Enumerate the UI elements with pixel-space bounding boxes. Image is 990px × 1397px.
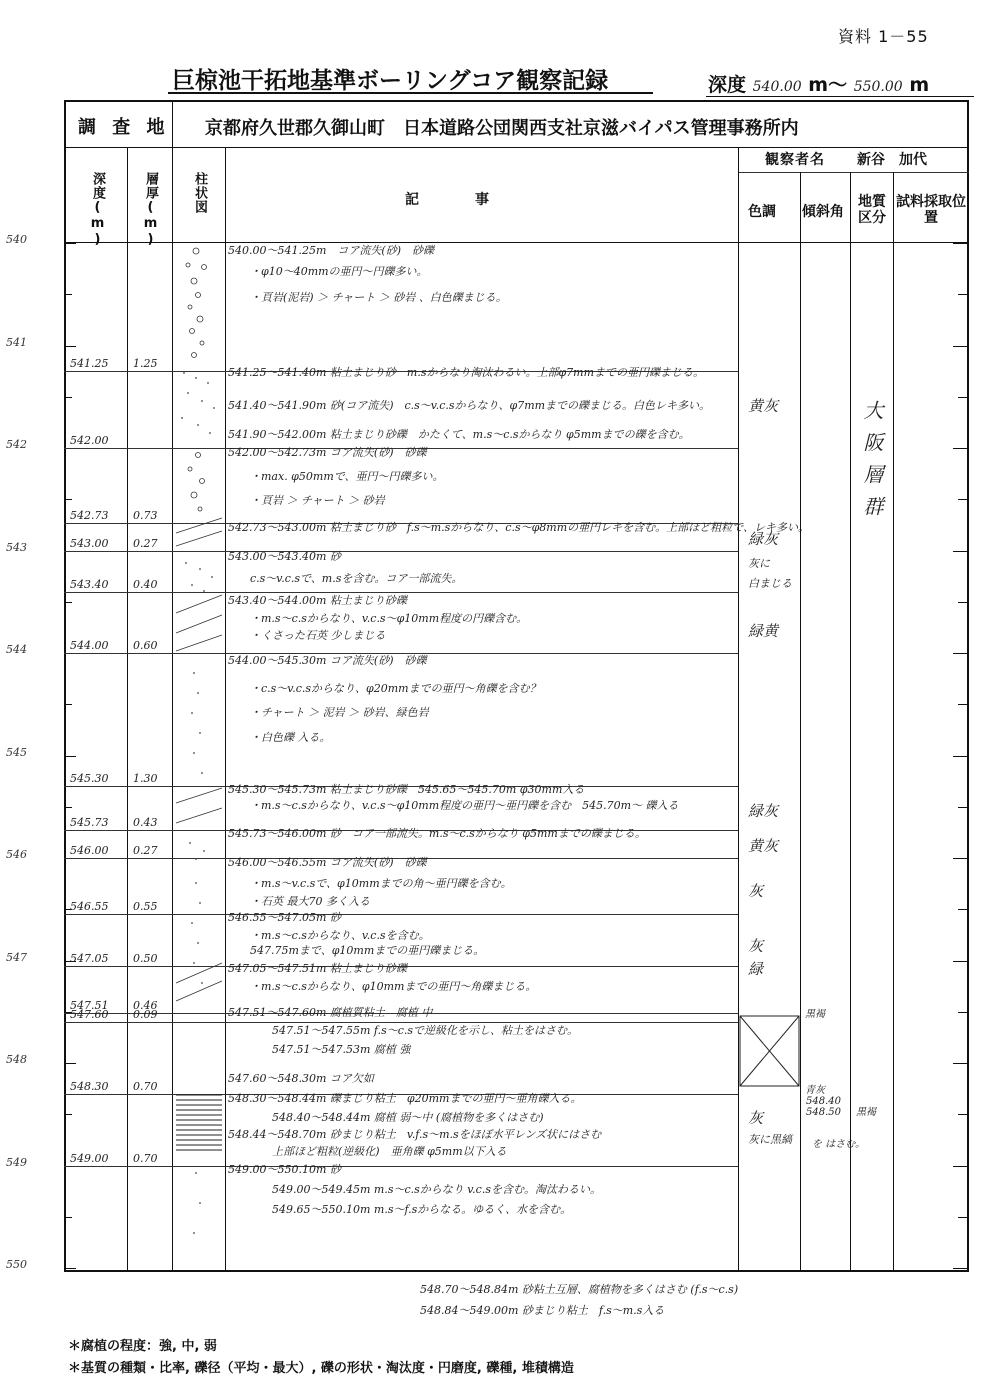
depth-from-unit: m～ — [808, 74, 848, 96]
record-line: 548.30～548.44m 礫まじり粘土 φ20mmまでの亜円～亜角礫入る。 — [228, 1092, 582, 1105]
record-line: 547.51～547.53m 腐植 強 — [272, 1043, 411, 1056]
scale-tick-half-right — [958, 397, 967, 398]
color-entry: 黄灰 — [748, 397, 779, 415]
header-depth: 深度(m) — [90, 172, 105, 248]
scale-tick-half-right — [958, 294, 967, 295]
row-divider-survey — [64, 147, 969, 148]
depth-range — [708, 70, 929, 97]
legend-humus: ＊腐植の程度：強, 中, 弱 — [68, 1339, 217, 1354]
layer-thickness: 0.70 — [133, 1079, 158, 1093]
record-line: ・頁岩 ＞ チャート ＞ 砂岩 — [250, 494, 385, 507]
geology-unit: 大阪層群 — [860, 400, 884, 528]
header-thickness: 層厚(m) — [143, 172, 158, 248]
record-line: ・くさった石英 少しまじる — [250, 629, 386, 642]
record-line: 549.00～549.45m m.s～c.sからなり v.c.sを含む。淘汰わるい。 — [272, 1183, 601, 1196]
scale-tick-half — [64, 602, 72, 603]
core-missing-box — [739, 1015, 800, 1087]
record-line: c.s～v.c.sで、m.sを含む。コア一部流失。 — [250, 572, 463, 585]
record-line: 542.00～542.73m コア流失(砂) 砂礫 — [228, 446, 427, 459]
document-number: 資料 1－55 — [838, 27, 929, 46]
scale-tick-right — [953, 756, 967, 757]
layer-thickness: 0.40 — [133, 577, 158, 591]
record-line: 545.73～546.00m 砂 コア一部流失。m.s～c.sからなり φ5mmまでの礫まじる。 — [228, 827, 646, 840]
depth-from: 540.00 — [752, 79, 802, 95]
gravel-pattern — [186, 248, 207, 511]
clay-hatch — [176, 518, 222, 1001]
layer-thickness: 0.55 — [133, 900, 158, 914]
layer-boundary-line — [64, 1166, 738, 1167]
layer-thickness: 0.09 — [133, 1008, 158, 1021]
record-line: ・頁岩(泥岩) ＞ チャート ＞ 砂岩 、白色礫まじる。 — [250, 291, 507, 304]
record-line: ・チャート ＞ 泥岩 ＞ 砂岩、緑色岩 — [250, 706, 429, 719]
layer-boundary-line — [64, 1022, 738, 1023]
color-note: 黒褐 — [805, 1009, 825, 1020]
layer-thickness: 0.73 — [133, 508, 158, 522]
record-line: ・m.s～c.sからなり、v.c.s～φ10mm程度の円礫含む。 — [250, 612, 528, 625]
record-line: ・石英 最大70 多く入る — [250, 895, 370, 908]
layer-thickness: 0.43 — [133, 816, 158, 830]
col-divider-depth — [127, 147, 128, 1272]
record-line: 543.00～543.40m 砂 — [228, 550, 341, 563]
layer-boundary-line — [64, 592, 738, 593]
header-sample: 試料採取位置 — [896, 194, 966, 226]
layer-thickness: 1.30 — [133, 772, 158, 786]
scale-tick-half — [64, 1217, 72, 1218]
record-line: 541.25～541.40m 粘土まじり砂 m.sからなり淘汰わるい。上部φ7mmまでの亜円礫まじる。 — [228, 366, 705, 379]
record-line: 543.40～544.00m 粘土まじり砂礫 — [228, 594, 407, 607]
scale-tick-half-right — [958, 1012, 967, 1013]
color-entry: 灰に — [748, 557, 770, 570]
color-note: 548.40 — [806, 1096, 841, 1107]
observer-label: 観察者名 — [765, 152, 825, 168]
scale-tick-half — [64, 1114, 72, 1115]
scale-label: 549 — [6, 1155, 27, 1169]
scale-tick-half — [64, 397, 72, 398]
layer-depth: 547.51 — [70, 998, 109, 1012]
layer-boundary-line — [64, 914, 738, 915]
record-line: 上部ほど粗粒(逆級化) 亜角礫 φ5mm以下入る — [272, 1145, 507, 1158]
survey-location: 京都府久世郡久御山町 日本道路公団関西支社京滋バイパス管理事務所内 — [205, 118, 799, 139]
layer-depth: 547.05 — [70, 951, 109, 965]
scale-label: 540 — [6, 233, 27, 246]
scale-tick-right — [953, 243, 967, 244]
depth-underline — [706, 96, 974, 97]
scale-tick-right — [953, 551, 967, 552]
layer-boundary-line — [64, 551, 738, 552]
depth-to-unit: m — [909, 74, 930, 96]
scale-tick-left — [64, 1268, 76, 1269]
scale-label: 550 — [6, 1258, 27, 1271]
record-line: ・max. φ50mmで、亜円～円礫多い。 — [250, 470, 444, 483]
record-line: ・c.s～v.c.sからなり、φ20mmまでの亜円～角礫を含む？ — [250, 682, 541, 695]
color-note: 黒褐 — [856, 1107, 876, 1118]
color-note: 青灰 — [805, 1085, 825, 1096]
col-divider-dip — [850, 172, 851, 1272]
scale-tick-left — [64, 756, 76, 757]
scale-tick-right — [953, 961, 967, 962]
layer-depth: 543.00 — [70, 536, 109, 550]
record-line: ・φ10～40mmの亜円～円礫多い。 — [250, 265, 428, 278]
scale-label: 546 — [6, 848, 27, 861]
record-line: 546.55～547.05m 砂 — [228, 911, 341, 924]
header-column: 柱状図 — [192, 172, 207, 214]
scale-tick-left — [64, 1063, 76, 1064]
scale-tick-left — [64, 243, 76, 244]
header-geology: 地質区分 — [858, 194, 886, 226]
color-entry: 白まじる — [748, 577, 792, 590]
record-line: 542.73～543.00m 粘土まじり砂 f.s～m.sからなり、c.s～φ8mmの亜円レキを含む。上部ほど粗粒で、レキ多い。 — [228, 521, 809, 534]
scale-tick-half-right — [958, 1217, 967, 1218]
col-divider-column — [225, 147, 226, 1272]
record-line: 547.51～547.60m 腐植質粘土 腐植 中 — [228, 1006, 433, 1019]
record-line: ・m.s～c.sからなり、φ10mmまでの亜円～角礫まじる。 — [250, 980, 537, 993]
record-line: 548.40～548.44m 腐植 弱～中 (腐植物を多くはさむ) — [272, 1111, 544, 1124]
bottom-note-1: 548.70～548.84m 砂粘土互層、腐植物を多くはさむ (f.s～c.s) — [420, 1283, 739, 1296]
layer-thickness: 1.25 — [133, 357, 158, 371]
observer-name: 新谷 加代 — [857, 152, 927, 168]
layer-depth: 542.73 — [70, 508, 109, 522]
record-line: 547.51～547.55m f.s～c.sで逆級化を示し、粘土をはさむ。 — [272, 1024, 579, 1037]
layer-thickness: 0.60 — [133, 639, 158, 652]
record-line: 549.65～550.10m m.s～f.sからなる。ゆるく、水を含む。 — [272, 1203, 572, 1216]
layer-thickness: 0.27 — [133, 536, 158, 550]
scale-label: 541 — [6, 335, 27, 349]
scale-tick-right — [953, 858, 967, 859]
layer-depth: 545.73 — [70, 816, 109, 830]
layer-thickness: 0.50 — [133, 951, 158, 965]
scale-tick-right — [953, 448, 967, 449]
layer-depth: 543.40 — [70, 577, 109, 591]
record-line: 546.00～546.55m コア流失(砂) 砂礫 — [228, 856, 427, 869]
record-line: ・m.s～c.sからなり、v.c.s～φ10mm程度の亜円～亜円礫を含む 545.70m～ 礫入る — [250, 799, 679, 812]
record-line: ・白色礫 入る。 — [250, 731, 331, 744]
record-line: ・m.s～v.c.sで、φ10mmまでの角～亜円礫を含む。 — [250, 877, 512, 890]
layer-thickness: 0.46 — [133, 998, 158, 1012]
scale-tick-half-right — [958, 807, 967, 808]
clay-layers — [176, 1095, 222, 1150]
record-line: 545.30～545.73m 粘土まじり砂礫 545.65～545.70m φ30mm入る — [228, 783, 585, 796]
scale-label: 544 — [6, 643, 27, 656]
layer-depth: 547.60 — [70, 1008, 109, 1021]
survey-label: 調 査 地 — [78, 117, 170, 138]
col-divider-1 — [172, 100, 173, 1272]
scale-tick-right — [953, 346, 967, 347]
record-line: 541.40～541.90m 砂(コア流失) c.s～v.c.sからなり、φ7mmまでの礫まじる。白色レキ多い。 — [228, 399, 711, 412]
layer-depth: 546.00 — [70, 844, 109, 857]
row-divider-observer — [738, 172, 969, 173]
scale-tick-left — [64, 346, 76, 347]
record-line: 549.00～550.10m 砂 — [228, 1163, 341, 1176]
layer-thickness: 0.27 — [133, 844, 158, 857]
scale-tick-half — [64, 807, 72, 808]
scale-tick-half-right — [958, 499, 967, 500]
header-dip: 傾斜角 — [802, 204, 844, 220]
color-entry: 灰に黒縞 — [748, 1133, 792, 1146]
scale-tick-half — [64, 704, 72, 705]
header-record: 記 事 — [405, 192, 489, 208]
color-entry: 緑黄 — [748, 622, 779, 640]
layer-depth: 544.00 — [70, 639, 109, 652]
scale-tick-right — [953, 1166, 967, 1167]
lithology-column — [174, 243, 224, 1271]
scale-tick-right — [953, 1063, 967, 1064]
color-entry: 緑灰 — [748, 530, 779, 548]
color-entry: 緑 — [748, 960, 764, 978]
layer-thickness: 0.70 — [133, 1151, 158, 1165]
depth-to: 550.00 — [853, 79, 903, 95]
color-entry: 灰 — [748, 937, 764, 955]
record-line: ・m.s～c.sからなり、v.c.sを含む。 — [250, 929, 430, 942]
layer-depth: 545.30 — [70, 772, 109, 786]
scale-tick-right — [953, 1268, 967, 1269]
page-title: 巨椋池干拓地基準ボーリングコア観察記録 — [172, 68, 609, 94]
record-line: 544.00～545.30m コア流失(砂) 砂礫 — [228, 654, 427, 667]
record-line: 548.44～548.70m 砂まじり粘土 v.f.s～m.sをほぼ水平レンズ状にはさむ — [228, 1128, 602, 1141]
color-entry: 緑灰 — [748, 802, 779, 820]
scale-tick-half-right — [958, 909, 967, 910]
header-color: 色調 — [748, 204, 776, 220]
scale-tick-half — [64, 294, 72, 295]
record-line: 541.90～542.00m 粘土まじり砂礫 かたくて、m.s～c.sからなり φ5mmまでの礫を含む。 — [228, 428, 690, 441]
color-entry: 灰 — [748, 1109, 764, 1127]
record-line: 547.60～548.30m コア欠如 — [228, 1072, 374, 1085]
scale-label: 545 — [6, 745, 27, 759]
scale-label: 548 — [6, 1053, 27, 1066]
layer-depth: 542.00 — [70, 434, 109, 447]
scale-tick-half-right — [958, 1114, 967, 1115]
scale-tick-half-right — [958, 704, 967, 705]
col-divider-geology — [893, 172, 894, 1272]
color-note: 548.50 — [806, 1107, 841, 1118]
layer-depth: 546.55 — [70, 900, 109, 914]
scale-label: 543 — [6, 540, 27, 554]
scale-label: 547 — [6, 950, 27, 964]
scale-tick-half — [64, 499, 72, 500]
color-entry: 黄灰 — [748, 837, 779, 855]
layer-depth: 549.00 — [70, 1151, 109, 1165]
color-entry: 灰 — [748, 882, 764, 900]
col-divider-color — [800, 172, 801, 1272]
scale-label: 542 — [6, 438, 27, 451]
scale-tick-right — [953, 653, 967, 654]
layer-depth: 548.30 — [70, 1079, 109, 1093]
legend-matrix: ＊基質の種類・比率, 礫径（平均・最大）, 礫の形状・淘汰度・円磨度, 礫種, 堆積構造 — [68, 1361, 574, 1376]
layer-depth: 541.25 — [70, 357, 109, 371]
scale-tick-half-right — [958, 602, 967, 603]
record-line: 547.75mまで、φ10mmまでの亜円礫まじる。 — [250, 944, 485, 957]
color-note: を はさむ。 — [812, 1139, 866, 1150]
bottom-note-2: 548.84～549.00m 砂まじり粘土 f.s～m.s入る — [420, 1304, 665, 1317]
col-divider-record — [738, 147, 739, 1272]
record-line: 547.05～547.51m 粘土まじり砂礫 — [228, 962, 407, 975]
title-underline — [168, 92, 653, 94]
depth-label: 深度 — [708, 74, 747, 96]
record-line: 540.00～541.25m コア流失(砂) 砂礫 — [228, 244, 434, 257]
